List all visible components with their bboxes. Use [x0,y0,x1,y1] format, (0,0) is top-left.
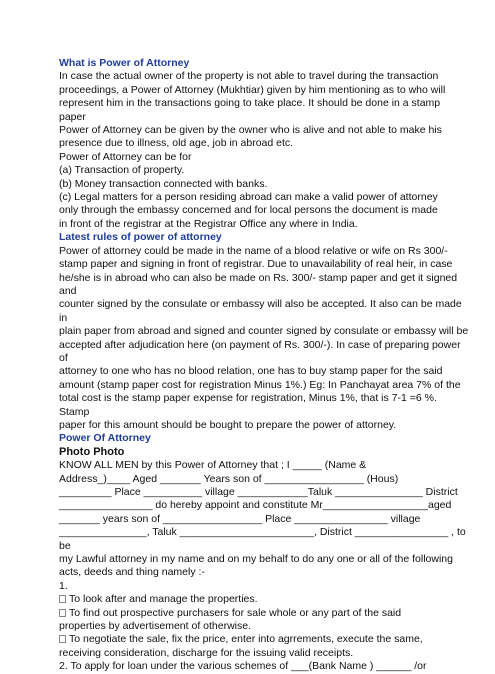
bullet-text: receiving consideration, discharge for the issuing valid receipts. [59,646,354,659]
text-line: attorney to one who has no blood relation, one has to buy stamp paper for the said [59,365,443,378]
heading-what-is-poa: What is Power of Attorney [59,57,190,69]
form-line: ________________ do hereby appoint and constitute Mr__________________aged [59,499,452,512]
text-line: he/she is in abroad who can also be made on Rs. 300/- stamp paper and get it signed [59,271,458,284]
form-line: _______________, Taluk _______________________, District ________________ , to [59,526,466,539]
heading-power-of-attorney: Power Of Attorney [59,432,151,445]
text-line: (c) Legal matters for a person residing abroad can make a valid power of attorney [59,191,438,204]
text-line: presence due to illness, old age, job in abroad etc. [59,137,294,150]
text-line: plain paper from abroad and signed and counter signed by consulate or embassy will be [59,325,469,338]
text-line: paper for this amount should be bought to prepare the power of attorney. [59,418,397,431]
intro-paragraph [59,70,479,231]
bullet-item-line [59,633,479,646]
text-line: Power of attorney could be made in the name of a blood relative or wife on Rs 300/- [59,244,448,257]
form-line: 1. [59,579,68,592]
text-line: Power of Attorney can be for [59,150,192,163]
text-line: Stamp [59,405,90,418]
bullet-text: To look after and manage the properties. [69,593,258,606]
form-line: _______ years son of _________________ Place ________________ village [59,512,421,525]
text-line: in [59,311,68,324]
bullet-text: To negotiate the sale, fix the price, enter into agrrements, execute the same, [69,633,423,646]
form-line: KNOW ALL MEN by this Power of Attorney that ; I _____ (Name & [59,459,367,472]
text-line: represent him in the transactions going to take place. It should be done in a stamp [59,97,441,110]
rules-paragraph [59,245,479,433]
bullet-item-line [59,593,479,606]
photo-label: Photo Photo [59,445,125,458]
text-line: Power of Attorney can be given by the owner who is alive and not able to make his [59,124,442,137]
document-page [59,57,479,674]
form-line: _________ Place __________ village ____________Taluk _______________ District [59,486,458,498]
text-line: and [59,284,77,297]
form-line: Address_)____ Aged _______ Years son of _________________ (Hous) [59,472,399,485]
bullet-text: To find out prospective purchasers for sale whole or any part of the said [69,606,402,619]
text-line: (b) Money transaction connected with banks. [59,177,268,190]
bullet-item-line [59,607,479,620]
text-line: (a) Transaction of property. [59,164,185,177]
bullet-box-icon [59,595,66,603]
text-line: paper [59,110,86,123]
text-line: stamp paper and signing in front of registrar. Due to unavailability of real heir, in case [59,258,453,271]
loan-clause: 2. To apply for loan under the various schemes of ___(Bank Name ) ______ /or [59,660,427,673]
bullet-item-line [59,647,479,660]
form-line: be [59,539,71,552]
text-line: counter signed by the consulate or embassy will also be accepted. It also can be made [59,298,462,311]
text-line: only through the embassy concerned and for local persons the document is made [59,204,438,217]
text-line: proceedings, a Power of Attorney (Mukhtiar) given by him mentioning as to who will [59,83,446,96]
text-line: In case the actual owner of the property is not able to travel during the transaction [59,70,439,83]
text-line: accepted after adjudication here (on payment of Rs. 300/-). In case of preparing power [59,338,461,351]
bullet-box-icon [59,609,66,617]
bullet-item-line [59,620,479,633]
text-line: amount (stamp paper cost for registration Minus 1%.) Eg: In Panchayat area 7% of the [59,378,461,391]
form-text [59,459,479,593]
text-line: total cost is the stamp paper expense for registration, Minus 1%, that is 7-1 =6 %. [59,392,437,405]
text-line: in front of the registrar at the Registrar Office any where in India. [59,217,358,230]
form-line: acts, deeds and thing namely :- [59,566,205,579]
bullet-list [59,593,479,660]
text-line: of [59,351,68,364]
bullet-text: properties by advertisement of otherwise. [59,620,252,633]
form-line: my Lawful attorney in my name and on my behalf to do any one or all of the following [59,553,453,566]
heading-latest-rules: Latest rules of power of attorney [59,231,222,244]
bullet-box-icon [59,635,66,643]
